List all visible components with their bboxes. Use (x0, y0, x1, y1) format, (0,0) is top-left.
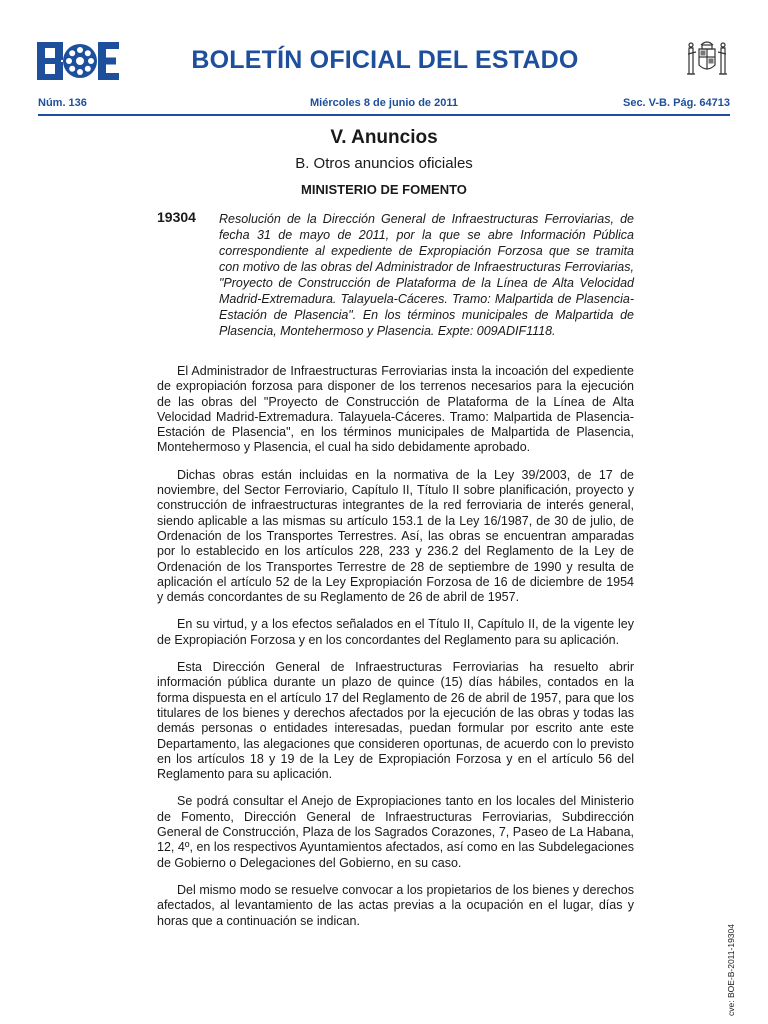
cve-code: cve: BOE-B-2011-19304 (726, 924, 736, 1016)
subsection-heading: B. Otros anuncios oficiales (295, 155, 473, 172)
section-heading: V. Anuncios (330, 127, 438, 148)
body-paragraph: Esta Dirección General de Infraestructuras Ferroviarias ha resuelto abrir información pública durante un plazo de quince (15) días hábiles, contados en la forma dispuesta en el artículo 17 del Reglamento de 26 de abril de 1957, para que los titulares de los bienes y derechos afectados por la ejecución de las obras y todas las demás personas o entidades interesadas, puedan formular por escrito ante este Departamento, las alegaciones que consideren oportunas, de acuerdo con lo previsto en los artículos 18 y 19 de la Ley de Expropiación Forzosa y en el artículo 56 del Reglamento para su aplicación. (157, 660, 634, 782)
body-paragraph: Dichas obras están incluidas en la normativa de la Ley 39/2003, de 17 de noviembre, del Sector Ferroviario, Capítulo II, Título II sobre planificación, proyecto y construcción de infraestructuras integrantes de la red ferroviaria de interés general, siendo aplicable a las mismas su artículo 153.1 de la Ley 16/1987, de 30 de julio, de Ordenación de los Transportes Terrestres. Así, las obras se encuentran amparadas por lo establecido en los artículos 228, 233 y 236.2 del Reglamento de la Ley de Ordenación de los Transportes Terrestre de 28 de septiembre de 1990 y resulta de aplicación el artículo 52 de la Ley Expropiación Forzosa de 16 de diciembre de 1954 y demás concordantes de su Reglamento de 26 de abril de 1957. (157, 467, 634, 605)
body-paragraph: En su virtud, y a los efectos señalados en el Título II, Capítulo II, de la vigente ley de Expropiación Forzosa y en los concordantes del Reglamento para su aplicación. (157, 617, 634, 647)
boe-logo (37, 42, 119, 80)
issue-date: Miércoles 8 de junio de 2011 (310, 97, 458, 109)
announcement-number: 19304 (157, 209, 196, 225)
body-paragraph: El Administrador de Infraestructuras Ferroviarias insta la incoación del expediente de expropiación forzosa para disponer de los terrenos necesarios para la ejecución de las obras del "Proyecto de Construcción de Plataforma de la Línea de Alta Velocidad Madrid-Extremadura. Talayuela-Cáceres. Tramo: Malpartida de Plasencia-Estación de Plasencia", en los términos municipales de Malpartida de Plasencia, Montehermoso y Plasencia, el cual ha sido debidamente aprobado. (157, 364, 634, 455)
body-paragraph: Se podrá consultar el Anejo de Expropiaciones tanto en los locales del Ministerio de Fomento, Dirección General de Infraestructuras Ferroviarias, Subdirección General de Construcción, Plaza de los Sagrados Corazones, 7, Paseo de La Habana, 12, 4º, en los respectivos Ayuntamientos afectados, así como en las Subdelegaciones de Gobierno o Delegaciones del Gobierno, en su caso. (157, 794, 634, 870)
coat-of-arms-icon (684, 36, 730, 82)
journal-title: BOLETÍN OFICIAL DEL ESTADO (191, 46, 579, 74)
body-paragraph: Del mismo modo se resuelve convocar a los propietarios de los bienes y derechos afectados, al levantamiento de las actas previas a la ocupación en el lugar, días y horas que a continuación se indican. (157, 882, 634, 928)
announcement-body (157, 364, 634, 941)
section-page: Sec. V-B. Pág. 64713 (622, 97, 730, 109)
issue-info-line (38, 97, 730, 111)
ministry-heading: MINISTERIO DE FOMENTO (301, 182, 467, 197)
issue-number: Núm. 136 (38, 97, 87, 109)
header-divider (38, 114, 730, 116)
announcement-title: Resolución de la Dirección General de Infraestructuras Ferroviarias, de fecha 31 de mayo de 2011, por la que se abre Información Pública correspondiente al expediente de Expropiación Forzosa que se tramita con motivo de las obras del Administrador de Infraestructuras Ferroviarias, "Proyecto de Construcción de Plataforma de la Línea de Alta Velocidad Madrid-Extremadura. Talayuela-Cáceres. Tramo: Malpartida de Plasencia-Estación de Plasencia". En los términos municipales de Malpartida de Plasencia, Montehermoso y Plasencia. Expte: 009ADIF1118. (219, 212, 634, 338)
